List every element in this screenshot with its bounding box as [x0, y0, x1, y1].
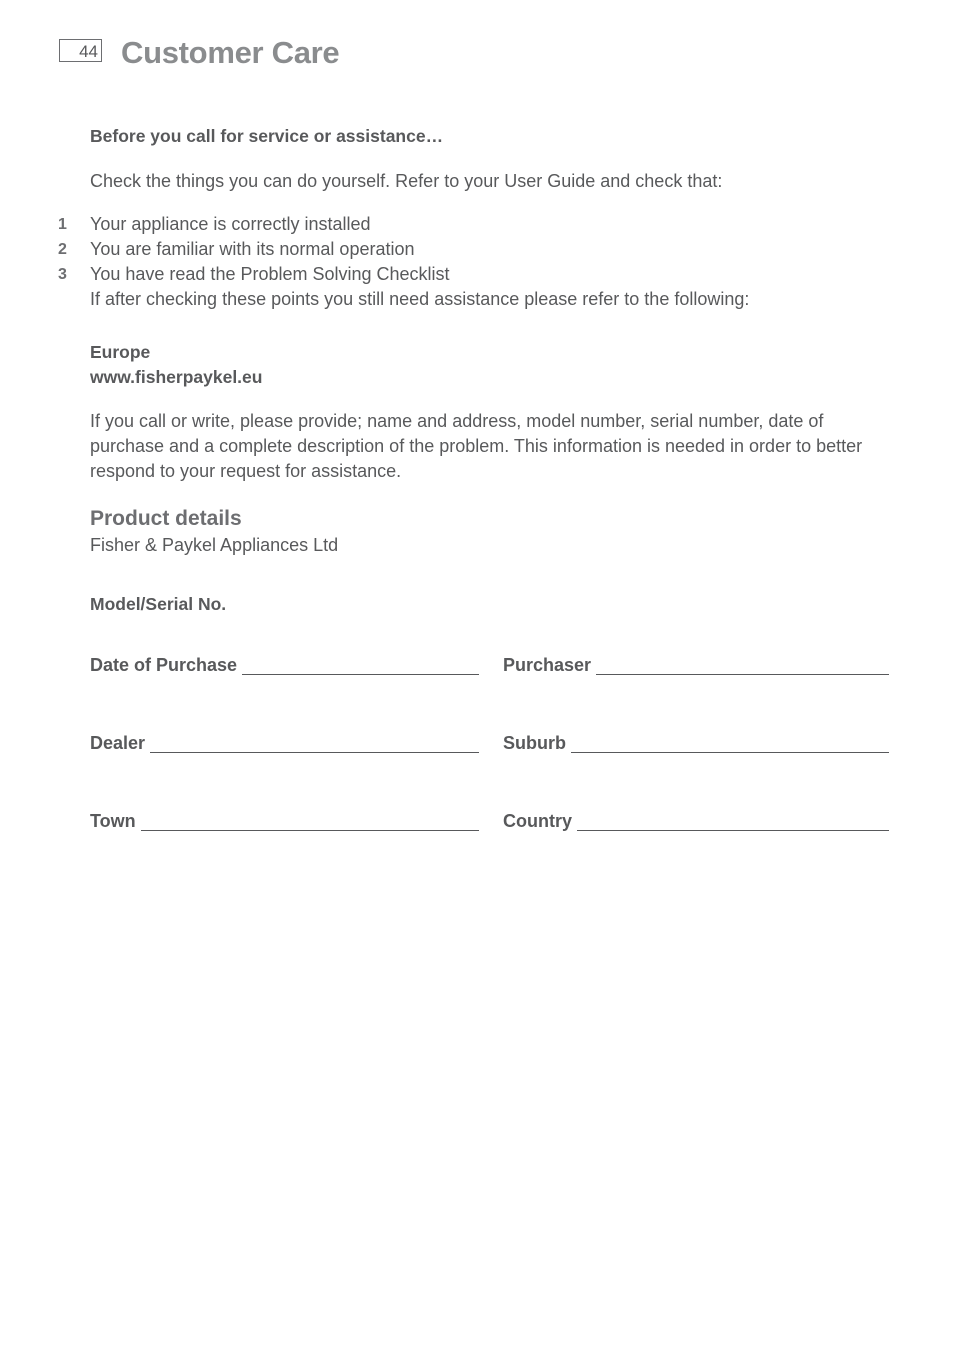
dealer-line[interactable]: [150, 752, 479, 753]
service-heading: Before you call for service or assistance…: [90, 126, 444, 146]
town-label: Town: [90, 811, 136, 831]
checklist-item: You have read the Problem Solving Checklist: [90, 264, 450, 284]
page-title: Customer Care: [121, 35, 340, 70]
checklist-number: 1: [58, 216, 67, 233]
intro-lead: Check the things you can do yourself. Refer to your User Guide and check that:: [90, 171, 723, 191]
purchaser-field[interactable]: [503, 652, 889, 676]
suburb-field[interactable]: [503, 730, 889, 754]
suburb-line[interactable]: [571, 752, 889, 753]
company-name: Fisher & Paykel Appliances Ltd: [90, 535, 339, 555]
purchaser-label: Purchaser: [503, 655, 592, 675]
town-field[interactable]: [90, 808, 479, 832]
region-label: Europe: [90, 342, 151, 362]
contact-instructions: If you call or write, please provide; name and address, model number, serial number, date of purchase and a complete description of the problem. This information is needed in order to better respond to your request for assistance.: [90, 411, 863, 481]
date-of-purchase-field[interactable]: [90, 652, 479, 676]
town-line[interactable]: [141, 830, 479, 831]
date-of-purchase-label: Date of Purchase: [90, 655, 238, 675]
page-number: 44: [59, 39, 102, 62]
checklist-number: 2: [58, 241, 67, 258]
date-of-purchase-line[interactable]: [242, 674, 479, 675]
followup-text: If after checking these points you still need assistance please refer to the following:: [90, 289, 750, 309]
model-serial-label: Model/Serial No.: [90, 594, 227, 614]
checklist-item: Your appliance is correctly installed: [90, 214, 371, 234]
dealer-label: Dealer: [90, 733, 146, 753]
country-field[interactable]: [503, 808, 889, 832]
website-link[interactable]: www.fisherpaykel.eu: [90, 367, 263, 387]
product-details-heading: Product details: [90, 507, 242, 530]
country-label: Country: [503, 811, 572, 831]
suburb-label: Suburb: [503, 733, 566, 753]
purchaser-line[interactable]: [596, 674, 889, 675]
checklist-number: 3: [58, 266, 67, 283]
dealer-field[interactable]: [90, 730, 479, 754]
country-line[interactable]: [577, 830, 889, 831]
checklist-item: You are familiar with its normal operation: [90, 239, 415, 259]
